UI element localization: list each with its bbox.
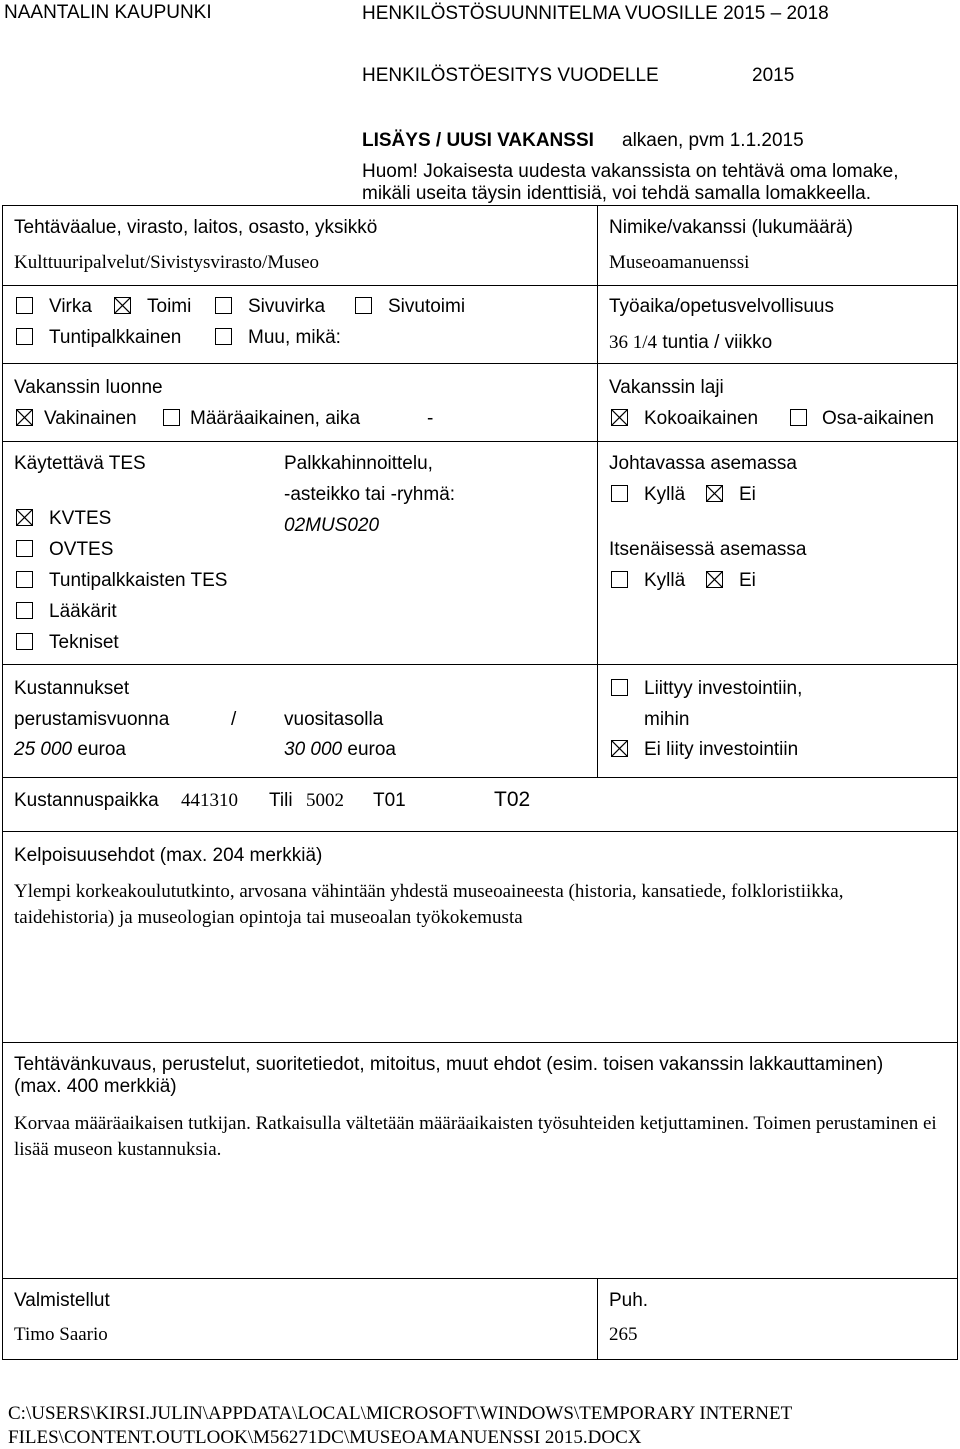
osa-aikainen-label: Osa-aikainen xyxy=(822,408,934,429)
investment-related-label: Liittyy investointiin, xyxy=(644,678,803,699)
investment-related-label-2: mihin xyxy=(644,709,690,730)
maaraaikainen-label: Määräaikainen, aika xyxy=(190,408,361,429)
laakarit-label: Lääkärit xyxy=(49,601,117,622)
kokoaikainen-checkbox[interactable] xyxy=(611,409,628,426)
tekniset-label: Tekniset xyxy=(49,632,119,653)
account-label: Tili xyxy=(269,790,293,811)
investment-related-checkbox[interactable] xyxy=(611,679,628,696)
t02-label: T02 xyxy=(494,788,531,811)
frame-bottom xyxy=(2,1359,958,1360)
tekniset-checkbox[interactable] xyxy=(16,633,33,650)
account-value: 5002 xyxy=(306,790,344,811)
kvtes-label: KVTES xyxy=(49,508,112,529)
type-label: Vakanssin laji xyxy=(609,377,724,398)
addition-title: LISÄYS / UUSI VAKANSSI xyxy=(362,130,594,151)
founding-cost xyxy=(14,739,126,761)
duration-value: - xyxy=(427,408,434,429)
cost-center-value: 441310 xyxy=(181,790,238,811)
check-x-icon xyxy=(612,410,627,425)
annual-cost xyxy=(284,739,396,761)
toimi-checkbox[interactable] xyxy=(114,297,131,314)
founding-unit: euroa xyxy=(77,739,127,760)
check-x-icon xyxy=(115,298,130,313)
maaraaikainen-checkbox[interactable] xyxy=(163,409,180,426)
check-x-icon xyxy=(612,741,627,756)
plan-title: HENKILÖSTÖSUUNNITELMA VUOSILLE 2015 – 2018 xyxy=(362,3,829,24)
investment-not-related-label: Ei liity investointiin xyxy=(644,739,799,760)
check-x-icon xyxy=(707,572,722,587)
osa-aikainen-checkbox[interactable] xyxy=(790,409,807,426)
note-line-1: Huom! Jokaisesta uudesta vakanssista on tehtävä oma lomake, xyxy=(362,161,899,182)
independent-ei-checkbox[interactable] xyxy=(706,571,723,588)
phone-value: 265 xyxy=(609,1324,638,1345)
leadership-kylla-label: Kyllä xyxy=(644,484,686,505)
sivutoimi-checkbox[interactable] xyxy=(355,297,372,314)
muu-label: Muu, mikä: xyxy=(248,327,341,348)
kvtes-checkbox[interactable] xyxy=(16,509,33,526)
frame-left xyxy=(2,205,3,1360)
leadership-ei-checkbox[interactable] xyxy=(706,485,723,502)
independent-label: Itsenäisessä asemassa xyxy=(609,539,807,560)
founding-label: perustamisvuonna xyxy=(14,709,170,730)
worktime-unit: tuntia / viikko xyxy=(662,332,773,353)
row-divider-1 xyxy=(2,285,958,286)
worktime-label: Työaika/opetusvelvollisuus xyxy=(609,296,834,317)
tes-label: Käytettävä TES xyxy=(14,453,146,474)
independent-kylla-checkbox[interactable] xyxy=(611,571,628,588)
ovtes-label: OVTES xyxy=(49,539,114,560)
kokoaikainen-label: Kokoaikainen xyxy=(644,408,759,429)
independent-ei-label: Ei xyxy=(739,570,756,591)
unit-label: Tehtäväalue, virasto, laitos, osasto, yksikkö xyxy=(14,217,378,238)
check-x-icon xyxy=(17,510,32,525)
check-x-icon xyxy=(17,410,32,425)
description-text: Korvaa määräaikaisen tutkijan. Ratkaisulla vältetään määräaikaisten työsuhteiden ketjuttaminen. Toimen perustaminen ei lisää museon kustannuksia. xyxy=(14,1113,937,1160)
row-divider-6 xyxy=(2,831,958,832)
leadership-label: Johtavassa asemassa xyxy=(609,453,797,474)
prepared-name: Timo Saario xyxy=(14,1324,108,1345)
column-divider-upper xyxy=(597,205,598,778)
nature-label: Vakanssin luonne xyxy=(14,377,163,398)
tuntipalkkaisten-label: Tuntipalkkaisten TES xyxy=(49,570,228,591)
investment-not-related-checkbox[interactable] xyxy=(611,740,628,757)
costs-label: Kustannukset xyxy=(14,678,130,699)
leadership-ei-label: Ei xyxy=(739,484,756,505)
vakinainen-checkbox[interactable] xyxy=(16,409,33,426)
virka-checkbox[interactable] xyxy=(16,297,33,314)
org-name: NAANTALIN KAUPUNKI xyxy=(4,2,212,23)
tuntipalkkaisten-checkbox[interactable] xyxy=(16,571,33,588)
virka-label: Virka xyxy=(49,296,92,317)
title-label: Nimike/vakanssi (lukumäärä) xyxy=(609,217,853,238)
description-label-2: (max. 400 merkkiä) xyxy=(14,1076,177,1097)
unit-value: Kulttuuripalvelut/Sivistysvirasto/Museo xyxy=(14,252,320,273)
worktime-hours: 36 1/4 xyxy=(609,332,658,353)
title-value: Museoamanuenssi xyxy=(609,252,750,273)
sivuvirka-checkbox[interactable] xyxy=(215,297,232,314)
phone-label: Puh. xyxy=(609,1290,649,1311)
frame-top xyxy=(2,205,958,206)
annual-unit: euroa xyxy=(347,739,397,760)
row-divider-5 xyxy=(2,777,958,778)
file-path-line-1: C:\USERS\KIRSI.JULIN\APPDATA\LOCAL\MICROSOFT\WINDOWS\TEMPORARY INTERNET xyxy=(8,1403,793,1424)
sivuvirka-label: Sivuvirka xyxy=(248,296,326,317)
proposal-label: HENKILÖSTÖESITYS VUODELLE xyxy=(362,65,659,86)
qualifications-label: Kelpoisuusehdot (max. 204 merkkiä) xyxy=(14,845,323,866)
leadership-kylla-checkbox[interactable] xyxy=(611,485,628,502)
frame-right xyxy=(957,205,958,1360)
row-divider-4 xyxy=(2,664,958,665)
column-divider-lower xyxy=(597,1278,598,1360)
ovtes-checkbox[interactable] xyxy=(16,540,33,557)
tuntipalkkainen-label: Tuntipalkkainen xyxy=(49,327,182,348)
founding-amount: 25 000 xyxy=(14,739,73,760)
pay-label-1: Palkkahinnoittelu, xyxy=(284,453,433,474)
file-path-line-2: FILES\CONTENT.OUTLOOK\M56271DC\MUSEOAMANUENSSI 2015.DOCX xyxy=(8,1427,642,1448)
laakarit-checkbox[interactable] xyxy=(16,602,33,619)
row-divider-7 xyxy=(2,1042,958,1043)
worktime-value xyxy=(609,332,772,354)
muu-checkbox[interactable] xyxy=(215,328,232,345)
addition-date: alkaen, pvm 1.1.2015 xyxy=(622,130,804,151)
row-divider-8 xyxy=(2,1278,958,1279)
proposal-year: 2015 xyxy=(752,65,795,86)
independent-kylla-label: Kyllä xyxy=(644,570,686,591)
row-divider-2 xyxy=(2,363,958,364)
tuntipalkkainen-checkbox[interactable] xyxy=(16,328,33,345)
toimi-label: Toimi xyxy=(147,296,192,317)
costs-separator: / xyxy=(231,709,237,730)
check-x-icon xyxy=(707,486,722,501)
annual-amount: 30 000 xyxy=(284,739,343,760)
row-divider-3 xyxy=(2,441,958,442)
annual-label: vuositasolla xyxy=(284,709,384,730)
cost-center-label: Kustannuspaikka xyxy=(14,790,159,811)
sivutoimi-label: Sivutoimi xyxy=(388,296,466,317)
note-line-2: mikäli useita täysin identtisiä, voi tehdä samalla lomakkeella. xyxy=(362,183,872,204)
prepared-label: Valmistellut xyxy=(14,1290,110,1311)
pay-label-2: -asteikko tai -ryhmä: xyxy=(284,484,456,505)
pay-value: 02MUS020 xyxy=(284,515,380,536)
vakinainen-label: Vakinainen xyxy=(44,408,137,429)
qualifications-text: Ylempi korkeakoulututkinto, arvosana vähintään yhdestä museoaineesta (historia, kansatiede, folkloristiikka, taidehistoria) ja museologian opintoja tai museoalan työkokemusta xyxy=(14,881,844,928)
description-label-1: Tehtävänkuvaus, perustelut, suoritetiedot, mitoitus, muut ehdot (esim. toisen vakanssin lakkauttaminen) xyxy=(14,1054,884,1075)
t01-label: T01 xyxy=(373,790,406,811)
